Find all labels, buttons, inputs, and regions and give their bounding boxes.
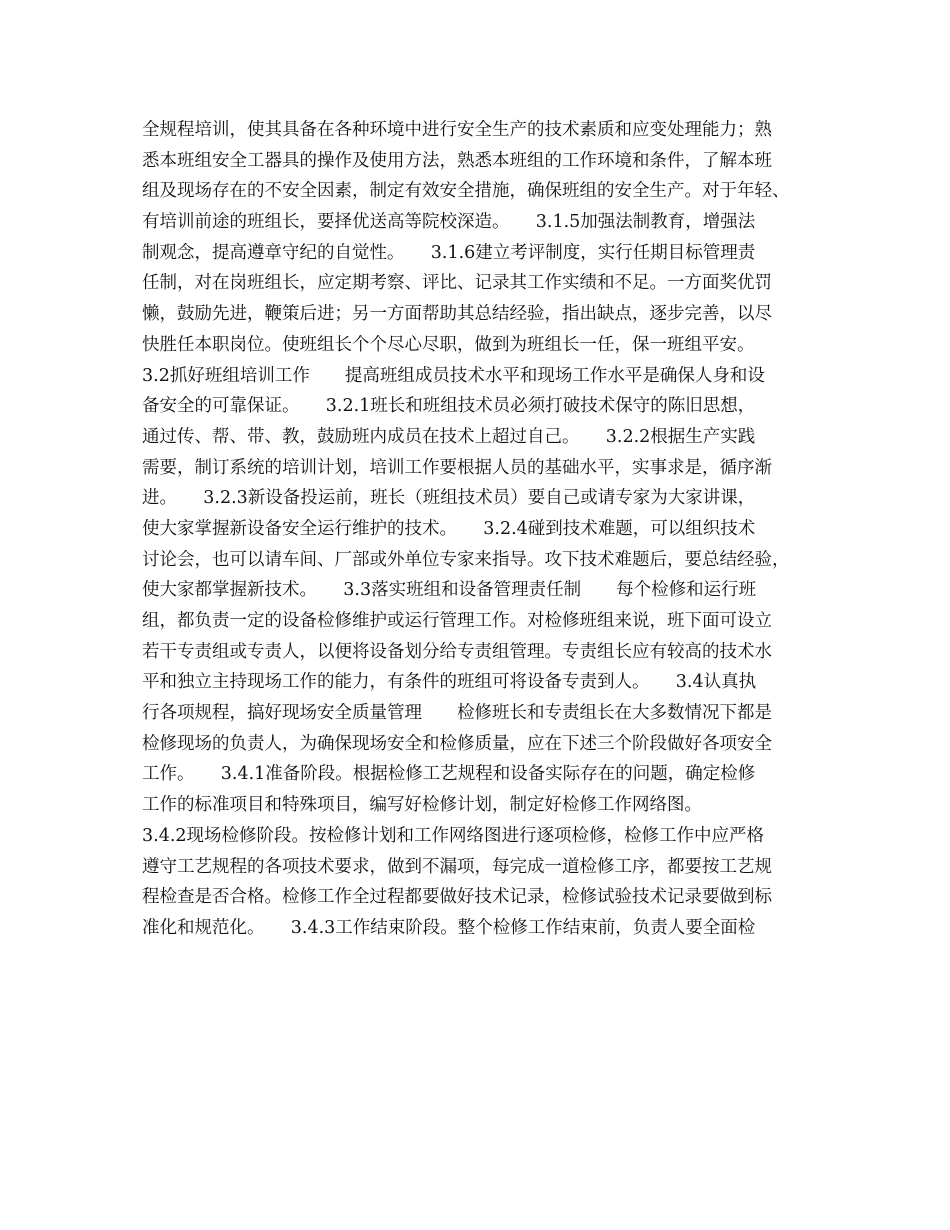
text-line: 懒，鼓励先进，鞭策后进；另一方面帮助其总结经验，指出缺点，逐步完善，以尽 xyxy=(142,304,772,325)
text-line: 行各项规程，搞好现场安全质量管理 检修班长和专责组长在大多数情况下都是 xyxy=(142,703,772,724)
text-line: 快胜任本职岗位。使班组长个个尽心尽职，做到为班组长一任，保一班组平安。 xyxy=(142,334,755,355)
text-line: 进。 3.2.3新设备投运前，班长（班组技术员）要自己或请专家为大家讲课， xyxy=(142,488,756,509)
text-line: 组，都负责一定的设备检修维护或运行管理工作。对检修班组来说，班下面可设立 xyxy=(142,611,772,631)
text-line: 备安全的可靠保证。 3.2.1班长和班组技术员必须打破技术保守的陈旧思想， xyxy=(142,396,756,417)
text-line: 3.4.2现场检修阶段。按检修计划和工作网络图进行逐项检修，检修工作中应严格 xyxy=(142,825,765,846)
text-line: 3.2抓好班组培训工作 提高班组成员技术水平和现场工作水平是确保人身和设 xyxy=(142,365,765,386)
text-line: 遵守工艺规程的各项技术要求，做到不漏项，每完成一道检修工序，都要按工艺规 xyxy=(142,856,772,877)
text-line: 组及现场存在的不安全因素，制定有效安全措施，确保班组的安全生产。对于年轻、 xyxy=(142,181,790,202)
text-line: 检修现场的负责人，为确保现场安全和检修质量，应在下述三个阶段做好各项安全 xyxy=(142,733,772,754)
text-line: 通过传、帮、带、教，鼓励班内成员在技术上超过自己。 3.2.2根据生产实践 xyxy=(142,426,756,447)
text-line: 平和独立主持现场工作的能力，有条件的班组可将设备专责到人。 3.4认真执 xyxy=(142,672,757,693)
text-line: 有培训前途的班组长，要择优送高等院校深造。 3.1.5加强法制教育，增强法 xyxy=(142,212,756,233)
text-line: 任制，对在岗班组长，应定期考察、评比、记录其工作实绩和不足。一方面奖优罚 xyxy=(142,273,772,294)
text-line: 讨论会，也可以请车间、厂部或外单位专家来指导。攻下技术难题后，要总结经验， xyxy=(142,549,790,570)
text-line: 工作的标准项目和特殊项目，编写好检修计划，制定好检修工作网络图。 xyxy=(142,795,702,816)
body-text xyxy=(142,115,822,944)
text-line: 工作。 3.4.1准备阶段。根据检修工艺规程和设备实际存在的问题，确定检修 xyxy=(142,764,756,785)
text-line: 需要，制订系统的培训计划，培训工作要根据人员的基础水平，实事求是，循序渐 xyxy=(142,457,772,478)
text-line: 制观念，提高遵章守纪的自觉性。 3.1.6建立考评制度，实行任期目标管理责 xyxy=(142,242,756,263)
text-line: 使大家都掌握新技术。 3.3落实班组和设备管理责任制 每个检修和运行班 xyxy=(142,580,757,601)
text-line: 若干专责组或专责人，以便将设备划分给专责组管理。专责组长应有较高的技术水 xyxy=(142,641,772,662)
text-line: 准化和规范化。 3.4.3工作结束阶段。整个检修工作结束前，负责人要全面检 xyxy=(142,917,756,938)
text-line: 程检查是否合格。检修工作全过程都要做好技术记录，检修试验技术记录要做到标 xyxy=(142,887,772,908)
text-line: 悉本班组安全工器具的操作及使用方法，熟悉本班组的工作环境和条件，了解本班 xyxy=(142,150,772,171)
text-line: 全规程培训，使其具备在各种环境中进行安全生产的技术素质和应变处理能力；熟 xyxy=(142,120,772,140)
text-line: 使大家掌握新设备安全运行维护的技术。 3.2.4碰到技术难题，可以组织技术 xyxy=(142,518,756,539)
